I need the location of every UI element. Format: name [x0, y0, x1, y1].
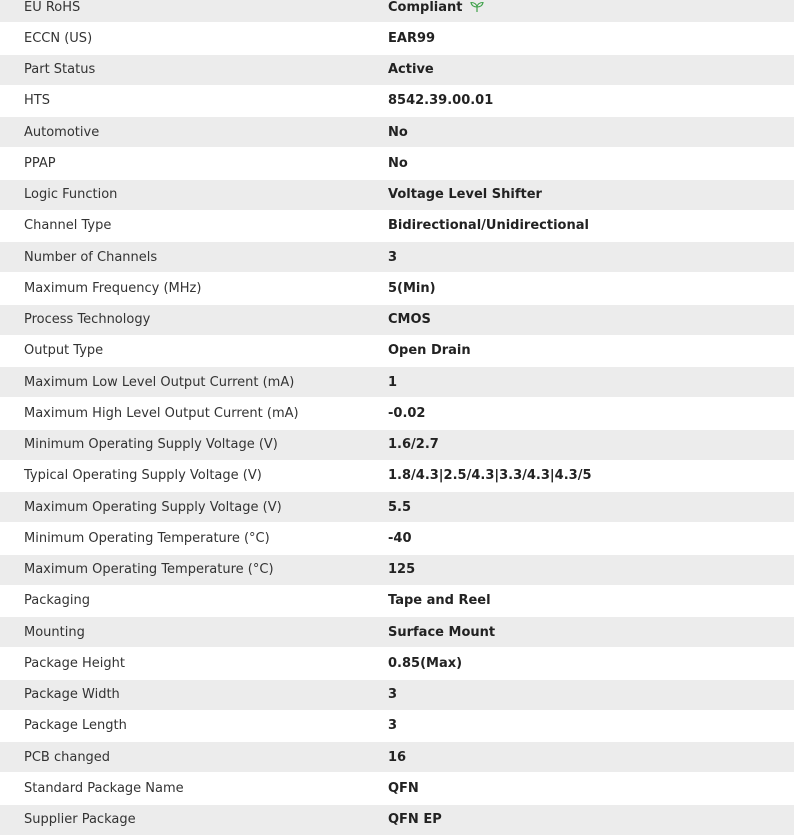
- spec-value: EAR99: [388, 30, 436, 46]
- spec-label: Package Width: [24, 687, 120, 703]
- spec-row-automotive: [0, 117, 794, 148]
- spec-label: Automotive: [24, 124, 100, 140]
- spec-row-hts: [0, 86, 794, 117]
- spec-label: Logic Function: [24, 187, 118, 203]
- spec-row-max-operating-temperature: [0, 555, 794, 586]
- spec-value: Active: [388, 62, 434, 78]
- spec-value: Surface Mount: [388, 624, 496, 640]
- spec-row-min-operating-temperature: [0, 523, 794, 554]
- spec-row-eccn: [0, 23, 794, 54]
- spec-label: Mounting: [24, 624, 85, 640]
- spec-label: Channel Type: [24, 218, 112, 234]
- spec-row-package-width: [0, 680, 794, 711]
- spec-row-ppap: [0, 148, 794, 179]
- spec-value: Voltage Level Shifter: [388, 187, 542, 203]
- spec-row-process-technology: [0, 305, 794, 336]
- spec-row-pcb-changed: [0, 742, 794, 773]
- spec-row-supplier-package: [0, 805, 794, 836]
- spec-label: Minimum Operating Supply Voltage (V): [24, 437, 278, 453]
- spec-row-standard-package-name: [0, 773, 794, 804]
- spec-row-max-operating-supply-voltage: [0, 492, 794, 523]
- spec-value: QFN: [388, 780, 419, 796]
- spec-label: Output Type: [24, 343, 104, 359]
- spec-value: 1.6/2.7: [388, 437, 439, 453]
- spec-row-mounting: [0, 617, 794, 648]
- spec-value: 16: [388, 749, 407, 765]
- spec-label: HTS: [24, 93, 50, 109]
- spec-label: Maximum Frequency (MHz): [24, 280, 202, 296]
- spec-value: 3: [388, 718, 398, 734]
- spec-value: 5(Min): [388, 280, 436, 296]
- spec-value: 3: [388, 249, 398, 265]
- spec-value: No: [388, 155, 408, 171]
- spec-row-eu-rohs: [0, 0, 794, 23]
- spec-label: Maximum Operating Supply Voltage (V): [24, 499, 282, 515]
- spec-label: Maximum Low Level Output Current (mA): [24, 374, 295, 390]
- spec-label: Process Technology: [24, 312, 151, 328]
- spec-label: Typical Operating Supply Voltage (V): [24, 468, 262, 484]
- spec-label: PPAP: [24, 155, 56, 171]
- spec-value-cell: [388, 0, 794, 15]
- spec-label: Maximum High Level Output Current (mA): [24, 405, 299, 421]
- leaf-icon: [470, 1, 484, 13]
- spec-row-packaging: [0, 586, 794, 617]
- spec-row-max-high-level-output-current: [0, 398, 794, 429]
- spec-label: Supplier Package: [24, 812, 136, 828]
- spec-label: Packaging: [24, 593, 90, 609]
- spec-row-package-height: [0, 648, 794, 679]
- spec-label: Part Status: [24, 62, 96, 78]
- spec-value: CMOS: [388, 312, 431, 328]
- spec-label: Package Height: [24, 655, 125, 671]
- spec-value: Bidirectional/Unidirectional: [388, 218, 589, 234]
- spec-row-number-of-channels: [0, 242, 794, 273]
- spec-row-logic-function: [0, 180, 794, 211]
- spec-row-channel-type: [0, 211, 794, 242]
- spec-value: -0.02: [388, 405, 426, 421]
- spec-value: QFN EP: [388, 812, 442, 828]
- spec-label: EU RoHS: [24, 0, 81, 15]
- spec-value: 125: [388, 562, 416, 578]
- spec-value: Open Drain: [388, 343, 471, 359]
- spec-row-output-type: [0, 336, 794, 367]
- spec-row-max-frequency: [0, 273, 794, 304]
- spec-label: Maximum Operating Temperature (°C): [24, 562, 274, 578]
- spec-label: ECCN (US): [24, 30, 93, 46]
- spec-value: 5.5: [388, 499, 412, 515]
- spec-label: Standard Package Name: [24, 780, 184, 796]
- spec-value: -40: [388, 530, 412, 546]
- spec-row-part-status: [0, 55, 794, 86]
- spec-value: 1: [388, 374, 398, 390]
- spec-row-max-low-level-output-current: [0, 367, 794, 398]
- spec-value: 0.85(Max): [388, 655, 463, 671]
- spec-label: Number of Channels: [24, 249, 158, 265]
- spec-label: Package Length: [24, 718, 127, 734]
- spec-value: Tape and Reel: [388, 593, 491, 609]
- spec-value: No: [388, 124, 408, 140]
- spec-row-package-length: [0, 711, 794, 742]
- spec-label: PCB changed: [24, 749, 111, 765]
- spec-row-typical-operating-supply-voltage: [0, 461, 794, 492]
- spec-value: Compliant: [388, 0, 463, 15]
- spec-value: 1.8/4.3|2.5/4.3|3.3/4.3|4.3/5: [388, 468, 592, 484]
- spec-value: 8542.39.00.01: [388, 93, 494, 109]
- spec-row-min-operating-supply-voltage: [0, 430, 794, 461]
- spec-value: 3: [388, 687, 398, 703]
- spec-label: Minimum Operating Temperature (°C): [24, 530, 270, 546]
